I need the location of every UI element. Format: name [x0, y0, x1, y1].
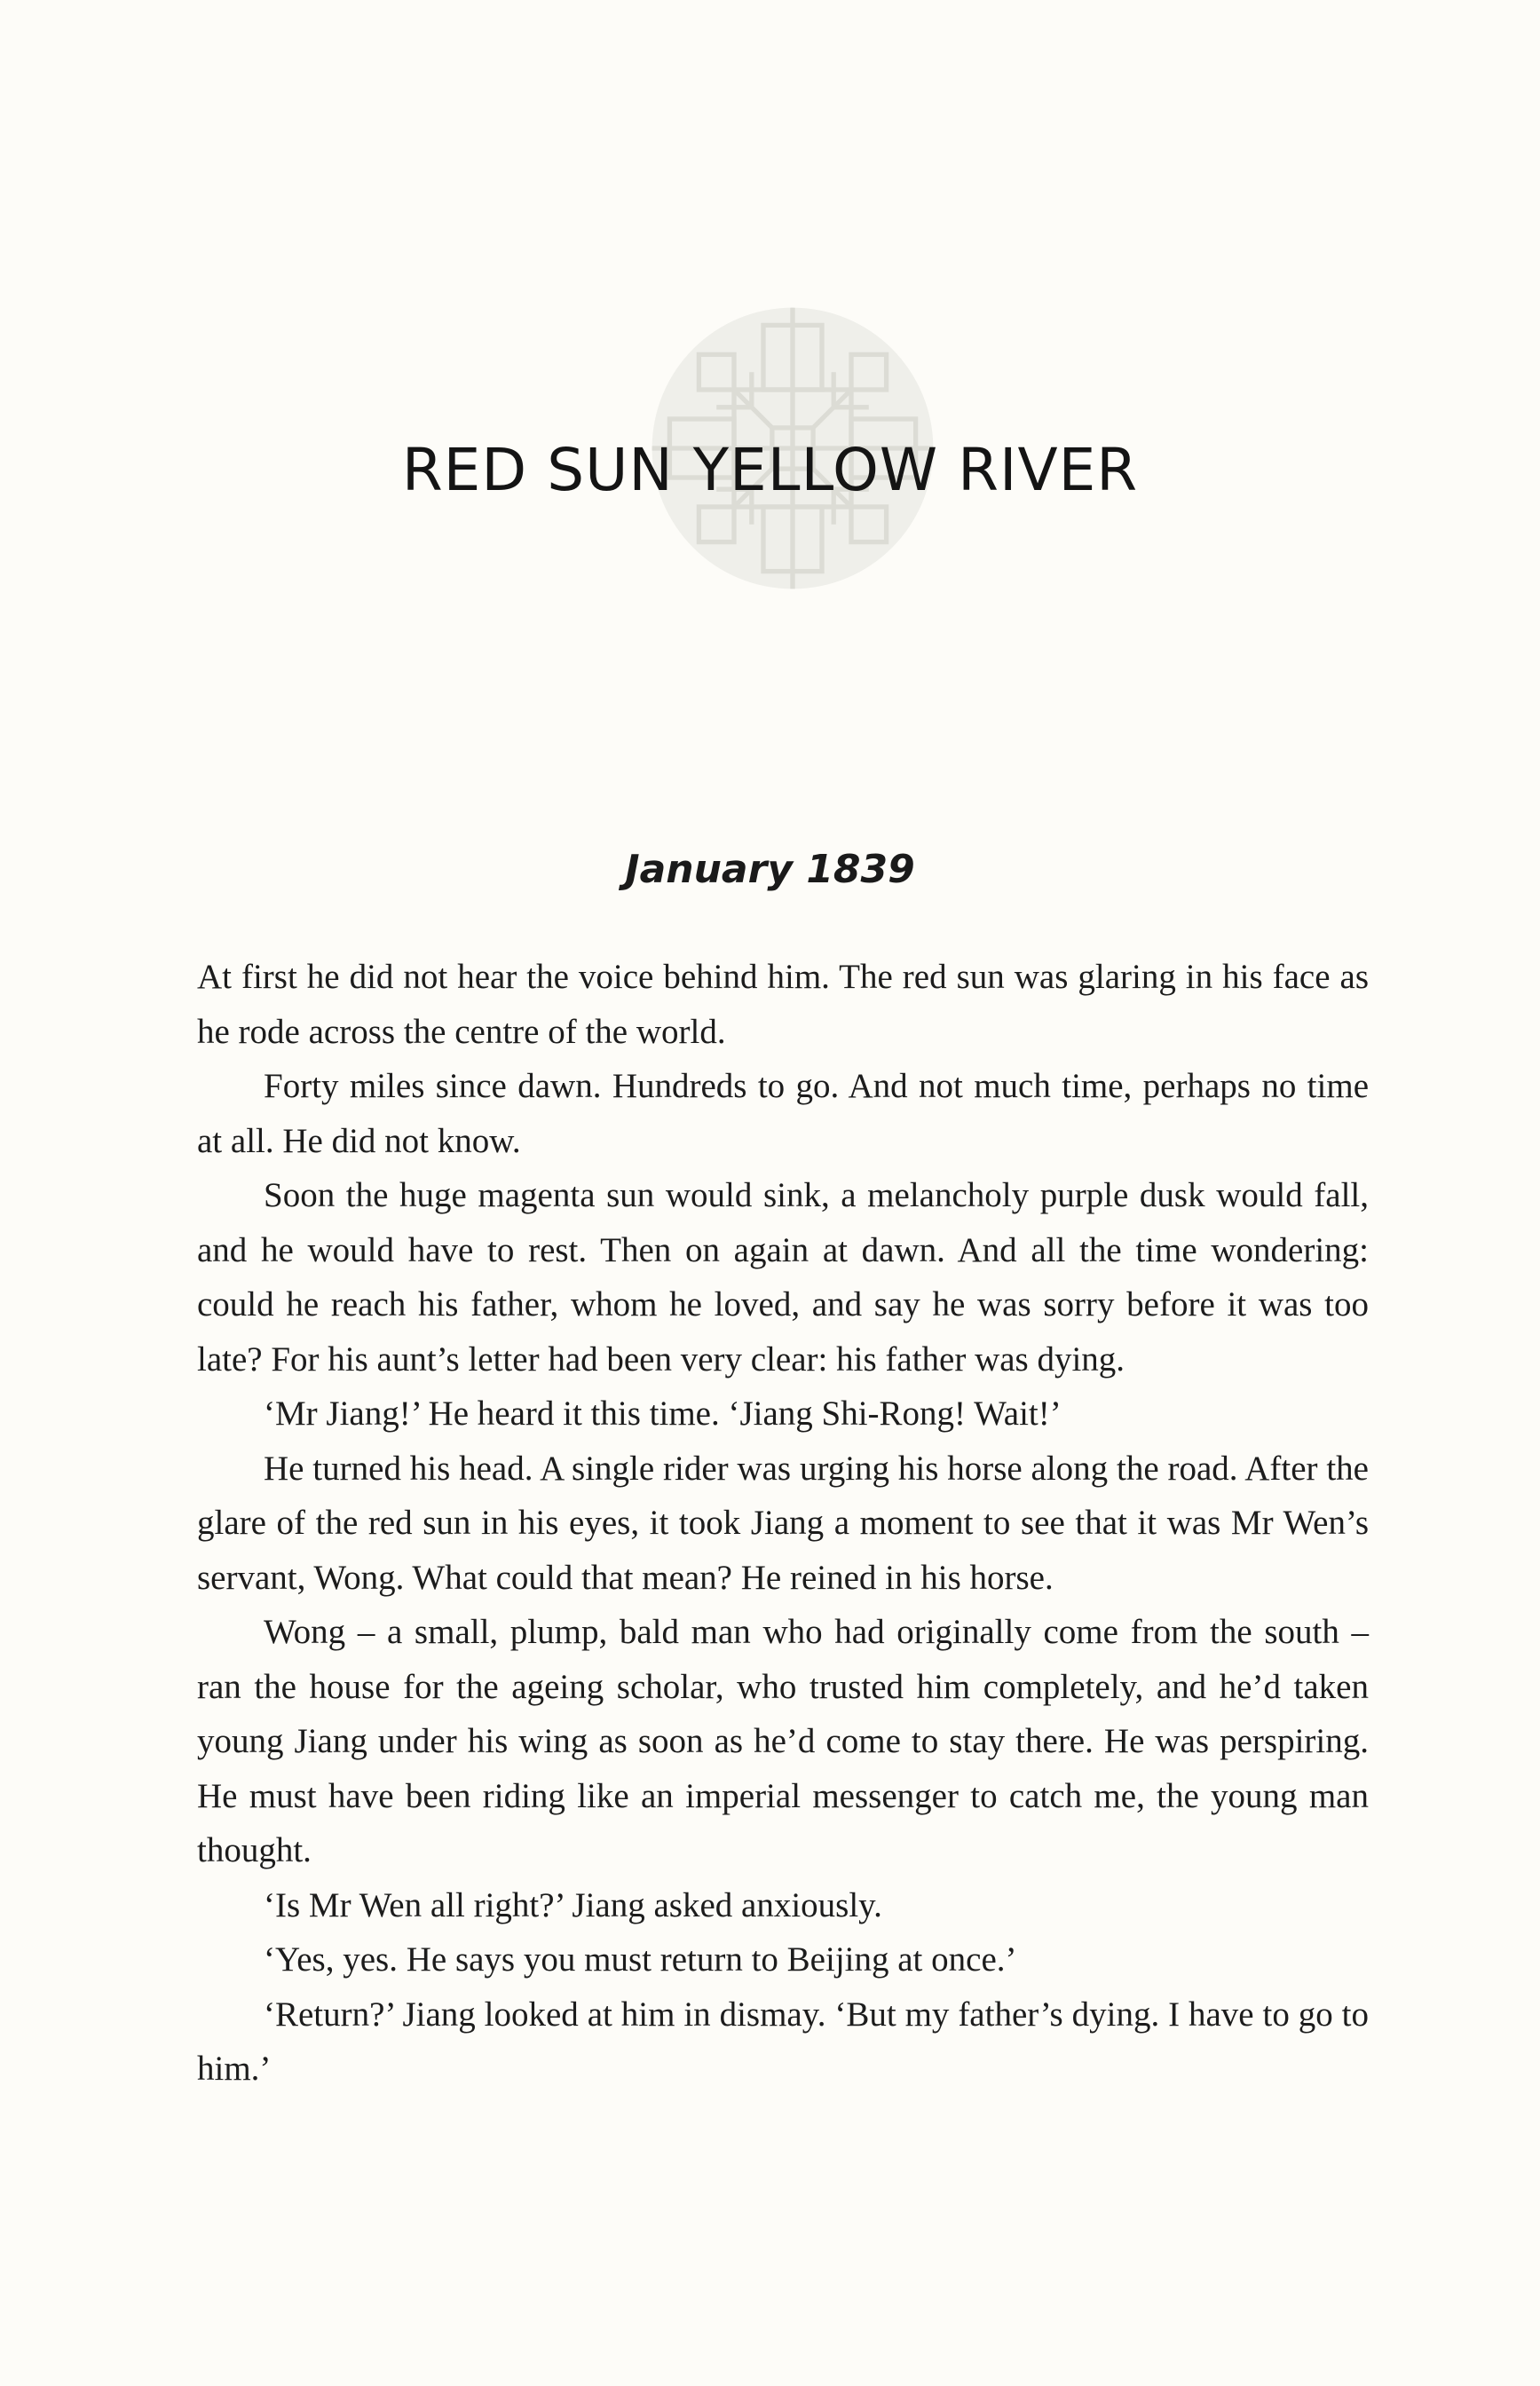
paragraph: ‘Mr Jiang!’ He heard it this time. ‘Jiang Shi-Rong! Wait!’: [264, 1394, 1062, 1433]
paragraph: Soon the huge magenta sun would sink, a melancholy purple dusk would fall, and he would have to rest. Then on again at dawn. And all the time wondering: could he reach his father, whom he loved, and say he was sorry before it was too late? For his aunt’s letter had been very clear: his father was dying.: [197, 1176, 1369, 1379]
paragraph: ‘Yes, yes. He says you must return to Beijing at once.’: [264, 1940, 1017, 1979]
chapter-date: January 1839: [625, 847, 915, 892]
paragraph: ‘Is Mr Wen all right?’ Jiang asked anxiously.: [264, 1885, 882, 1924]
paragraph: Wong – a small, plump, bald man who had originally come from the south – ran the house for the ageing scholar, who trusted him completely, and he’d taken young Jiang under his wing as soon as he’d come to stay there. He was perspiring. He must have been riding like an imperial messenger to catch me, the young man thought.: [197, 1613, 1369, 1869]
paragraph: ‘Return?’ Jiang looked at him in dismay. ‘But my father’s dying. I have to go to him.’: [197, 1995, 1369, 2088]
paragraph: He turned his head. A single rider was urging his horse along the road. After the glare of the red sun in his eyes, it took Jiang a moment to see that it was Mr Wen’s servant, Wong. What could that mean? He reined in his horse.: [197, 1449, 1369, 1597]
body-text: [197, 950, 1369, 2097]
paragraph: At first he did not hear the voice behind him. The red sun was glaring in his face as he rode across the centre of the world.: [197, 958, 1369, 1051]
paragraph: Forty miles since dawn. Hundreds to go. And not much time, perhaps no time at all. He did not know.: [197, 1067, 1369, 1160]
chapter-title: RED SUN YELLOW RIVER: [401, 436, 1139, 504]
